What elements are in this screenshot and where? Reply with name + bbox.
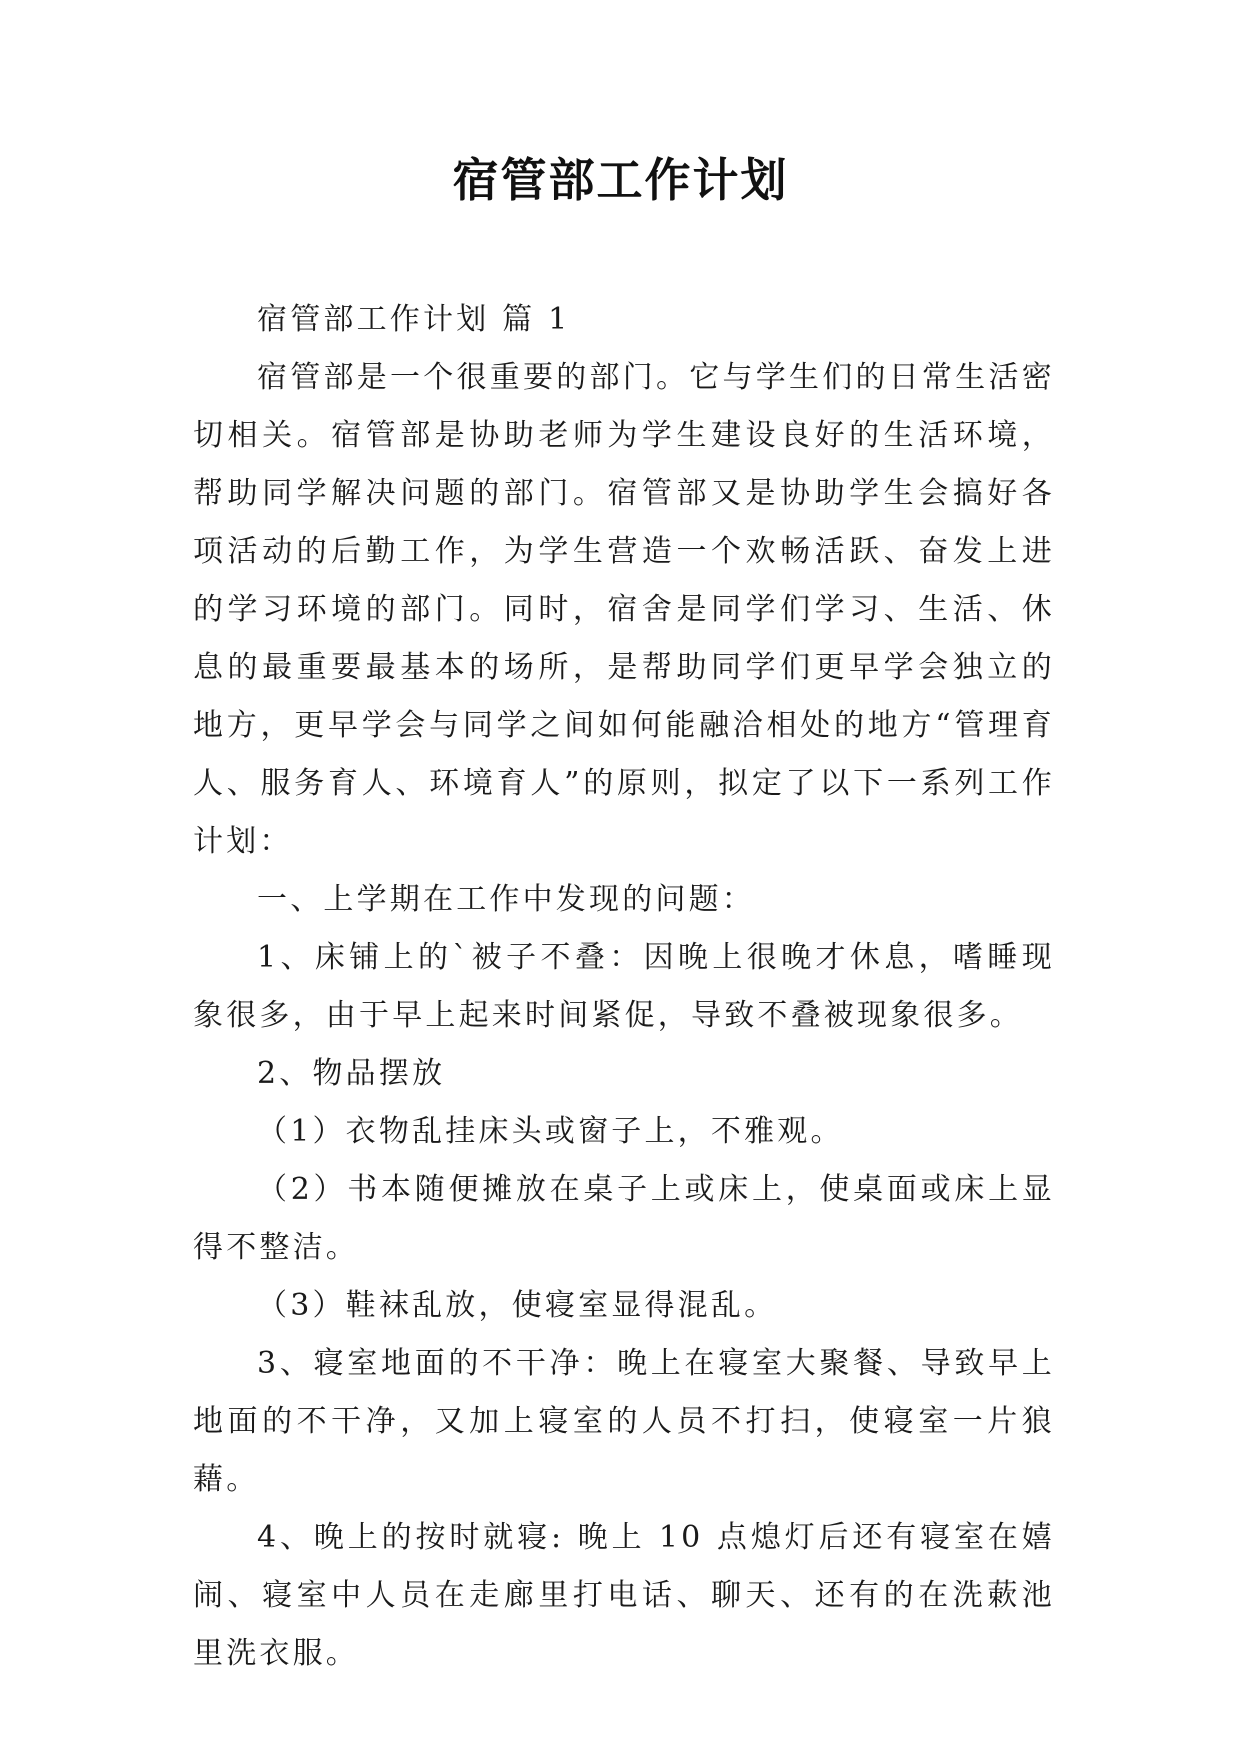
problem-4-paragraph: 4、晚上的按时就寝: 晚上 10 点熄灯后还有寝室在嬉闹、寝室中人员在走廊里打电话、聊天、还有的在洗蔌池里洗衣服。 xyxy=(193,1520,1055,1671)
problem-2-item-3: （3）鞋袜乱放，使寝室显得混乱。 xyxy=(257,1288,778,1323)
section-heading: 宿管部工作计划 篇 1 xyxy=(257,302,571,337)
problem-2-item-2: （2）书本随便摊放在桌子上或床上，使桌面或床上显得不整洁。 xyxy=(193,1172,1055,1265)
document-title: 宿管部工作计划 xyxy=(452,153,789,207)
problem-2-heading: 2、物品摆放 xyxy=(257,1056,446,1091)
problem-3-paragraph: 3、寝室地面的不干净：晚上在寝室大聚餐、导致早上地面的不干净，又加上寝室的人员不打扫，使寝室一片狼藉。 xyxy=(193,1346,1055,1497)
problem-2-item-1: （1）衣物乱挂床头或窗子上，不雅观。 xyxy=(257,1114,844,1149)
problems-heading: 一、上学期在工作中发现的问题： xyxy=(257,882,755,917)
intro-paragraph: 宿管部是一个很重要的部门。它与学生们的日常生活密切相关。宿管部是协助老师为学生建设良好的生活环境，帮助同学解决问题的部门。宿管部又是协助学生会搞好各项活动的后勤工作，为学生营造一个欢畅活跃、奋发上进的学习环境的部门。同时，宿舍是同学们学习、生活、休息的最重要最基本的场所，是帮助同学们更早学会独立的地方，更早学会与同学之间如何能融洽相处的地方“管理育人、服务育人、环境育人”的原则，拟定了以下一系列工作计划： xyxy=(193,360,1055,859)
problem-1-paragraph: 1、床铺上的`被子不叠：因晚上很晚才休息，嗜睡现象很多，由于早上起来时间紧促，导致不叠被现象很多。 xyxy=(193,940,1055,1033)
document-body xyxy=(193,291,1055,1683)
